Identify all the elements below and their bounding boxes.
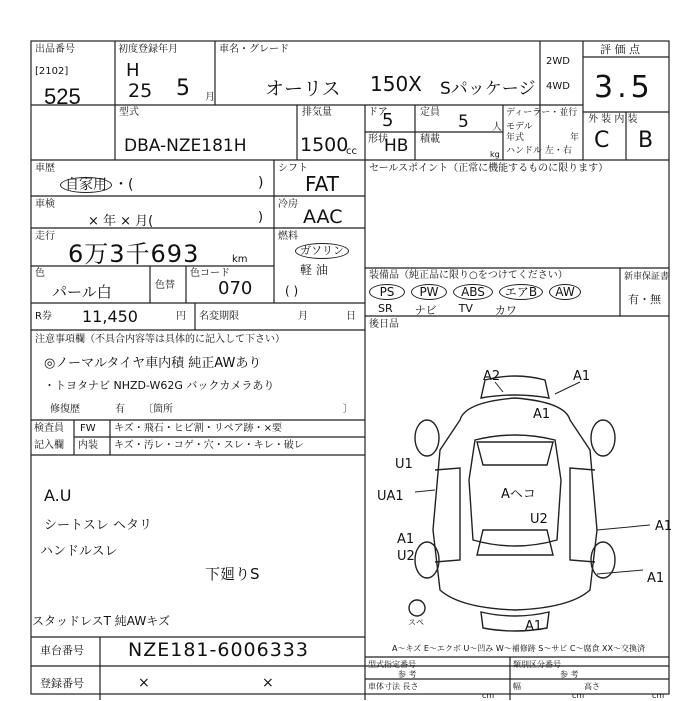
naiso-items: キズ・汚レ・コゲ・穴・スレ・キレ・破レ — [114, 440, 304, 451]
notes-label: 注意事項欄（不具合内容等は具体的に記入して下さい） — [35, 334, 285, 345]
ref-label-2: 参 考 — [560, 670, 579, 679]
era: H — [126, 60, 140, 81]
comment-line5: スタッドレスT 純AWキズ — [32, 614, 170, 628]
ac-label: 冷房 — [278, 199, 298, 210]
displacement-label: 排気量 — [302, 107, 332, 118]
repair-close: 〕 — [343, 404, 353, 415]
chassis-value: NZE181-6006333 — [128, 639, 309, 661]
grade: 150X — [370, 72, 422, 96]
mark-hood-a1: A1 — [533, 407, 551, 422]
color-no-label: 色替 — [155, 280, 175, 291]
handle-label: ハンドル 左・右 — [506, 146, 572, 156]
equip-aw: AW — [549, 284, 581, 300]
category-label: 類別区分番号 — [513, 660, 561, 669]
mark-roof-u2: U2 — [530, 512, 548, 527]
equip-sr: SR — [378, 302, 393, 315]
package: Sパッケージ — [440, 79, 536, 99]
name-grade-label: 車名・グレード — [219, 44, 289, 55]
length-label: 車体寸法 長さ — [368, 682, 419, 691]
dealer-label: ディーラー・並行 — [506, 108, 578, 118]
spare-label: スペ — [408, 618, 424, 627]
displacement-value: 1500 — [300, 134, 349, 156]
equip-navi: ナビ — [414, 304, 437, 317]
notes-line2: ・トヨタナビ NHZD-W62G バックカメラあり — [44, 379, 275, 392]
reg-year: 25 — [128, 80, 153, 102]
cm-width: cm — [572, 691, 585, 700]
history-value: 自家用 — [60, 177, 112, 193]
equipment-label: 装備品（純正品に限り○をつけてください） — [369, 270, 568, 281]
mark-left-u1: U1 — [395, 457, 413, 472]
shift-label: シフト — [278, 163, 308, 174]
shape-label: 形状 — [368, 134, 388, 145]
color-code-label: 色コード — [190, 268, 230, 279]
recycle-unit: 円 — [176, 311, 186, 322]
month-unit: 月 — [205, 92, 215, 103]
history-close: ) — [258, 175, 264, 191]
capacity-unit: 人 — [492, 122, 502, 133]
inspector-label2: 記入欄 — [34, 440, 64, 451]
fuel-value-wrap — [295, 243, 351, 259]
eval-score: 3.5 — [594, 70, 654, 105]
height-label: 高さ — [584, 682, 600, 691]
mark-front-a2: A2 — [483, 369, 501, 384]
reg-label: 登録番号 — [40, 677, 84, 690]
equip-ps: PS — [369, 284, 405, 300]
model-label: モデル — [506, 122, 533, 132]
naiso-label: 内装 — [78, 440, 98, 451]
inspection-value: × 年 × 月( — [88, 214, 154, 229]
history-rest: ・( — [114, 177, 134, 193]
mark-right-a1: A1 — [655, 519, 673, 534]
capacity-value: 5 — [458, 112, 469, 132]
equip-leather: カワ — [494, 304, 517, 317]
aftermarket-label: 後日品 — [369, 319, 399, 330]
repair-value: 有 — [115, 404, 125, 415]
damage-legend: A～キズ E～エクボ U～凹み W～補修跡 S～サビ C～腐食 XX～交換済 — [392, 644, 646, 653]
repair-label: 修復歴 — [50, 404, 80, 415]
shape-value: HB — [384, 136, 409, 156]
type-value: DBA-NZE181H — [124, 136, 247, 156]
mileage-unit: km — [232, 254, 248, 265]
mileage-label: 走行 — [35, 231, 55, 242]
fuel-paren: ( ) — [285, 284, 299, 298]
color-value: パール白 — [52, 283, 112, 301]
first-reg-label: 初度登録年月 — [118, 44, 178, 55]
model-year-label: 年式 — [506, 133, 525, 143]
selling-points-label: セールスポイント（正常に機能するものに限ります） — [369, 163, 609, 174]
shift-value: FAT — [305, 172, 340, 196]
door-value: 5 — [382, 110, 394, 131]
cm-length: cm — [482, 691, 495, 700]
doc-day: 日 — [346, 311, 356, 322]
car-name: オーリス — [265, 78, 341, 100]
mileage-value: 6万3千693 — [68, 240, 200, 268]
equipment-row1 — [369, 284, 583, 300]
inspection-close: ) — [258, 210, 264, 225]
inspector-label1: 検査員 — [34, 423, 64, 434]
displacement-unit: cc — [346, 146, 357, 157]
4wd-label: 4WD — [546, 81, 570, 92]
history-value-wrap — [60, 174, 133, 194]
load-unit: kg — [490, 150, 500, 159]
width-label: 幅 — [513, 682, 521, 691]
fw-label: FW — [80, 423, 96, 434]
chassis-label: 車台番号 — [40, 644, 84, 657]
mark-rear-a1: A1 — [525, 619, 543, 634]
mark-rear-right-a1: A1 — [647, 571, 665, 586]
door-label: ドア — [368, 107, 388, 118]
mark-left-ua1: UA1 — [377, 489, 404, 504]
notes-line1: ◎ノーマルタイヤ車内積 純正AWあり — [44, 356, 262, 371]
load-label: 積載 — [420, 134, 440, 145]
fuel-label: 燃料 — [278, 231, 298, 242]
lot-label: 出品番号 — [35, 44, 75, 55]
repair-rest: 〔箇所 — [143, 404, 173, 415]
mark-roof-dent: Aヘコ — [501, 487, 536, 502]
comment-line2: シートスレ ヘタリ — [44, 518, 153, 533]
equipment-row2 — [378, 302, 517, 318]
year-unit: 年 — [570, 133, 580, 143]
form-label: 型式指定番号 — [368, 660, 416, 669]
equip-airbag: エアB — [499, 284, 543, 300]
reg-x2: × — [262, 675, 274, 691]
capacity-label: 定員 — [420, 107, 440, 118]
ext-grade: C — [594, 128, 610, 153]
fuel-alt: 軽 油 — [300, 263, 328, 277]
doc-deadline-label: 名変期限 — [199, 311, 239, 322]
comment-line4: 下廻りS — [205, 565, 260, 583]
mark-left-a1: A1 — [397, 532, 415, 547]
comment-line1: A.U — [44, 486, 72, 505]
ac-value: AAC — [303, 206, 343, 228]
ref-label-1: 参 考 — [398, 670, 417, 679]
comment-line3: ハンドルスレ — [40, 544, 118, 559]
fw-items: キズ・飛石・ヒビ割・リペア跡・×要 — [114, 423, 282, 434]
equip-pw: PW — [411, 284, 447, 300]
equip-abs: ABS — [453, 284, 493, 300]
mark-left-u2: U2 — [397, 549, 415, 564]
equip-tv: TV — [458, 302, 473, 315]
lot-number: 525 — [44, 84, 81, 109]
history-label: 車歴 — [35, 163, 55, 174]
warranty-label: 新車保証書 — [624, 272, 670, 282]
type-label: 型式 — [119, 107, 139, 118]
ext-int-label: 外 装 内 装 — [588, 114, 638, 125]
recycle-label: R券 — [35, 311, 52, 322]
color-label: 色 — [35, 268, 45, 279]
int-grade: B — [638, 128, 654, 153]
recycle-value: 11,450 — [82, 307, 138, 326]
reg-x1: × — [138, 675, 150, 691]
mark-front-a1: A1 — [573, 369, 591, 384]
color-code-value: 070 — [218, 278, 253, 299]
lot-code: [2102] — [35, 66, 69, 77]
reg-month: 5 — [176, 76, 190, 101]
cm-height: cm — [652, 691, 665, 700]
warranty-value: 有・無 — [628, 293, 661, 306]
doc-month: 月 — [298, 311, 308, 322]
inspection-label: 車検 — [35, 199, 55, 210]
eval-label: 評 価 点 — [600, 43, 640, 56]
2wd-label: 2WD — [546, 56, 570, 67]
car-diagram — [365, 330, 673, 636]
fuel-value: ガソリン — [295, 243, 349, 259]
